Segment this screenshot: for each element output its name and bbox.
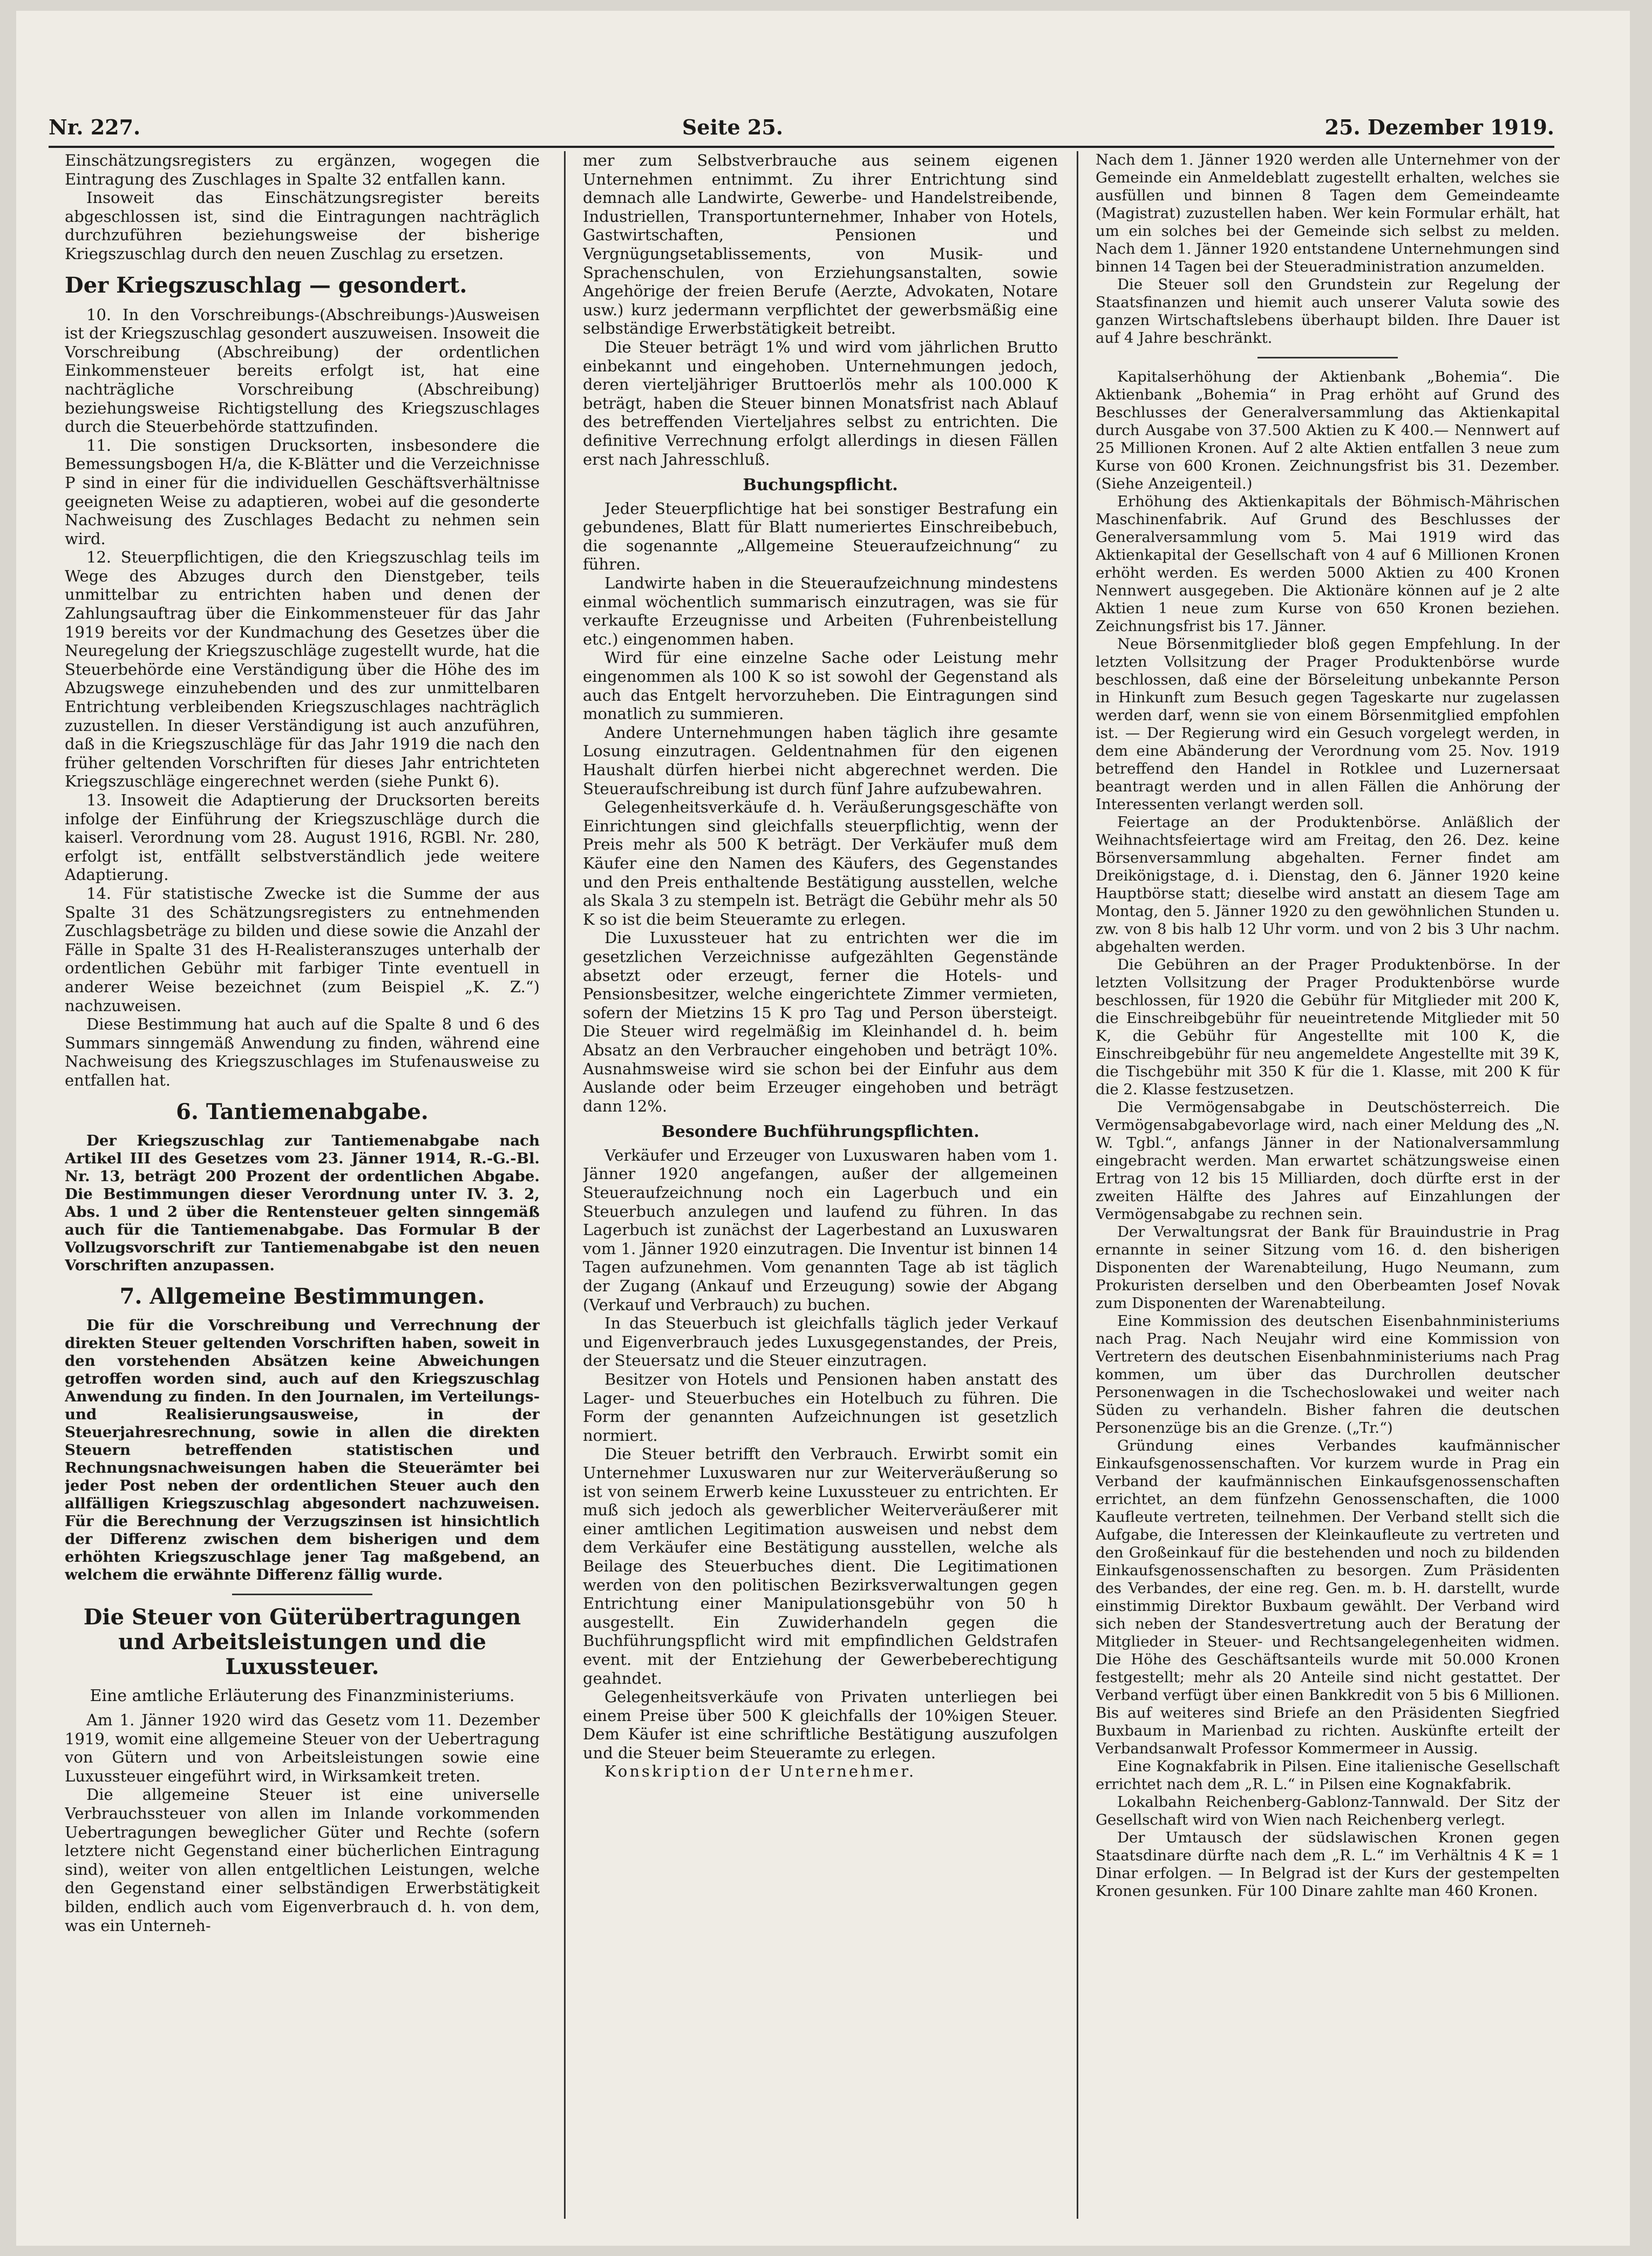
news-item: Eine Kommission des deutschen Eisenbahnministeriums nach Prag. Nach Neujahr wird eine Kommission von Vertretern des deutschen Eisenbahnministeriums nach Prag kommen, um über das Durchrollen deutscher Personenwagen in die Tschechoslowakei und weiter nach Süden zu verhandeln. Bisher fahren die deutschen Personenzüge bis an die Grenze. („Tr.“) bbox=[1096, 1312, 1560, 1437]
paragraph: Der Kriegszuschlag zur Tantiemenabgabe nach Artikel III des Gesetzes vom 23. Jänner 1914, R.-G.-Bl. Nr. 13, beträgt 200 Prozent der ordentlichen Abgabe. Die Bestimmungen dieser Verordnung unter IV. 3. 2, Abs. 1 und 2 über die Rentensteuer gelten sinngemäß auch für die Tantiemenabgabe. Das Formular B der Vollzugsvorschrift zur Tantiemenabgabe ist den neuen Vorschriften anzupassen. bbox=[65, 1132, 540, 1274]
section-heading: 7. Allgemeine Bestimmungen. bbox=[119, 1283, 485, 1309]
news-item: Die Gebühren an der Prager Produktenbörse. In der letzten Vollsitzung der Prager Produktenbörse wurde beschlossen, für 1920 die Gebühr für Mitglieder mit 200 K, die Einschreibgebühr für neueintretende Mitglieder mit 50 K, die Gebühr für Angestellte mit 100 K, die Einschreibgebühr für neu angemeldete Angestellte mit 39 K, die Tischgebühr mit 350 K für die 1. Klasse, mit 200 K für die 2. Klasse festzusetzen. bbox=[1096, 956, 1560, 1098]
paragraph: Diese Bestimmung hat auch auf die Spalte 8 und 6 des Summars sinngemäß Anwendung zu finden, während eine Nachweisung des Kriegszuschlages im Stufenausweise zu entfallen hat. bbox=[65, 1015, 540, 1089]
divider bbox=[232, 1594, 372, 1595]
page-number: Seite 25. bbox=[682, 114, 783, 139]
newspaper-page bbox=[16, 11, 1630, 2246]
news-item: Der Verwaltungsrat der Bank für Brauindustrie in Prag ernannte in seiner Sitzung vom 16. d. den bisherigen Disponenten der Warenabteilung, Hugo Neumann, zum Prokuristen derselben und den Oberbeamten Josef Novak zum Disponenten der Warenabteilung. bbox=[1096, 1223, 1560, 1312]
news-item: Eine Kognakfabrik in Pilsen. Eine italienische Gesellschaft errichtet nach dem „R. L.“ in Pilsen eine Kognakfabrik. bbox=[1096, 1758, 1560, 1793]
paragraph: Insoweit das Einschätzungsregister bereits abgeschlossen ist, sind die Eintragungen nachträglich durchzuführen beziehungsweise der bisherige Kriegszuschlag durch den neuen Zuschlag zu ersetzen. bbox=[65, 188, 540, 263]
paragraph: Die Steuer betrifft den Verbrauch. Erwirbt somit ein Unternehmer Luxuswaren nur zur Weiterveräußerung so ist von seinem Erwerb keine Luxussteuer zu entrichten. Er muß sich jedoch als gewerblicher Weiterveräußerer mit einer amtlichen Legitimation ausweisen und nebst dem dem Verkäufer eine Bestätigung ausstellen, welche als Beilage des Steuerbuches dient. Die Legitimationen werden von den politischen Bezirksverwaltungen gegen Entrichtung einer Manipulationsgebühr von 50 h ausgestellt. Ein Zuwiderhandeln gegen die Buchführungspflicht wird mit empfindlichen Geldstrafen event. mit der Entziehung der Gewerbeberechtigung geahndet. bbox=[583, 1445, 1058, 1688]
news-item: Der Umtausch der südslawischen Kronen gegen Staatsdinare dürfte nach dem „R. L.“ im Verhältnis 4 K = 1 Dinar erfolgen. — In Belgrad ist der Kurs der gestempelten Kronen gesunken. Für 100 Dinare zahlte man 460 Kronen. bbox=[1096, 1829, 1560, 1900]
column-left bbox=[65, 151, 540, 2219]
paragraph: 13. Insoweit die Adaptierung der Drucksorten bereits infolge der Einführung der Kriegszuschläge durch die kaiserl. Verordnung vom 28. August 1916, RGBl. Nr. 280, erfolgt ist, entfällt selbstverständlich jede weitere Adaptierung. bbox=[65, 791, 540, 884]
news-item: Lokalbahn Reichenberg-Gablonz-Tannwald. Der Sitz der Gesellschaft wird von Wien nach Reichenberg verlegt. bbox=[1096, 1793, 1560, 1828]
paragraph: Gelegenheitsverkäufe d. h. Veräußerungsgeschäfte von Einrichtungen sind gleichfalls steuerpflichtig, wenn der Preis mehr als 500 K beträgt. Der Verkäufer muß dem Käufer eine den Namen des Käufers, des Gegenstandes und den Preis enthaltende Bestätigung ausstellen, welche als Skala 3 zu stempeln ist. Beträgt die Gebühr mehr als 50 K so ist die beim Steueramte zu erlegen. bbox=[583, 798, 1058, 929]
paragraph: Einschätzungsregisters zu ergänzen, wogegen die Eintragung des Zuschlages in Spalte 32 entfallen kann. bbox=[65, 151, 540, 188]
column-rule bbox=[564, 151, 566, 2219]
page-header bbox=[49, 108, 1554, 148]
paragraph: Andere Unternehmungen haben täglich ihre gesamte Losung einzutragen. Geldentnahmen für den eigenen Haushalt dürfen hierbei nicht abgerechnet werden. Die Steueraufschreibung ist durch fünf Jahre aufzubewahren. bbox=[583, 723, 1058, 798]
issue-number: Nr. 227. bbox=[49, 114, 141, 139]
paragraph: Die für die Vorschreibung und Verrechnung der direkten Steuer geltenden Vorschriften haben, soweit in den vorstehenden Absätzen keine Abweichungen getroffen worden sind, auch auf den Kriegszuschlag Anwendung zu finden. In den Journalen, im Verteilungs- und Realisierungsausweise, in der Steuerjahresrechnung, sowie in allen die direkten Steuern betreffenden statistischen und Rechnungsnachweisungen haben die Steuerämter bei jeder Post neben der ordentlichen Steuer auch den allfälligen Kriegszuschlag abgesondert nachzuweisen. Für die Berechnung der Verzugszinsen ist hinsichtlich der Differenz zwischen dem bisherigen und dem erhöhten Kriegszuschlage jener Tag maßgebend, an welchem die erwähnte Differenz fällig wurde. bbox=[65, 1316, 540, 1583]
paragraph: Landwirte haben in die Steueraufzeichnung mindestens einmal wöchentlich summarisch einzutragen, was sie für verkaufte Erzeugnisse und Arbeiten (Fuhrenbeistellung etc.) eingenommen haben. bbox=[583, 574, 1058, 648]
section-heading: Buchungspflicht. bbox=[743, 476, 898, 495]
news-item: Die Vermögensabgabe in Deutschösterreich. Die Vermögensabgabevorlage wird, nach einer Meldung des „N. W. Tgbl.“, anfangs Jänner in der Nationalversammlung eingebracht werden. Man erwartet schätzungsweise einen Ertrag von 12 bis 15 Milliarden, doch dürfte erst in der zweiten Hälfte des Jahres auf Einzahlungen der Vermögensabgabe zu rechnen sein. bbox=[1096, 1099, 1560, 1223]
paragraph: Konskription der Unternehmer. bbox=[604, 1762, 916, 1781]
section-heading: Der Kriegszuschlag — gesondert. bbox=[65, 272, 467, 298]
issue-date: 25. Dezember 1919. bbox=[1324, 114, 1554, 139]
paragraph: Jeder Steuerpflichtige hat bei sonstiger Bestrafung ein gebundenes, Blatt für Blatt numeriertes Einschreibebuch, die sogenannte „Allgemeine Steueraufzeichnung“ zu führen. bbox=[583, 499, 1058, 574]
paragraph: 10. In den Vorschreibungs-(Abschreibungs-)Ausweisen ist der Kriegszuschlag gesondert auszuweisen. Insoweit die Vorschreibung (Abschreibung) der ordentlichen Einkommensteuer bereits erfolgt ist, hat eine nachträgliche Vorschreibung (Abschreibung) beziehungsweise Richtigstellung des Kriegszuschlages durch die Steuerbehörde stattzufinden. bbox=[65, 305, 540, 436]
paragraph: In das Steuerbuch ist gleichfalls täglich jeder Verkauf und Eigenverbrauch jedes Luxusgegenstandes, der Preis, der Steuersatz und die Steuer einzutragen. bbox=[583, 1314, 1058, 1370]
paragraph: 12. Steuerpflichtigen, die den Kriegszuschlag teils im Wege des Abzuges durch den Dienstgeber, teils unmittelbar zu entrichten haben und denen der Zahlungsauftrag über die Einkommensteuer für das Jahr 1919 bereits vor der Kundmachung des Gesetzes über die Neuregelung der Kriegszuschläge zugestellt wurde, hat die Steuerbehörde eine Verständigung über die Höhe des im Abzugswege einzuhebenden und des zur unmittelbaren Entrichtung verbleibenden Kriegszuschlages nachträglich zuzustellen. In dieser Verständigung ist auch anzuführen, daß in die Kriegszuschläge für das Jahr 1919 die nach den früher geltenden Vorschriften für dieses Jahr entrichteten Kriegszuschläge eingerechnet werden (siehe Punkt 6). bbox=[65, 548, 540, 791]
paragraph: Gelegenheitsverkäufe von Privaten unterliegen bei einem Preise über 500 K gleichfalls der 10%igen Steuer. Dem Käufer ist eine schriftliche Bestätigung auszufolgen und die Steuer beim Steueramte zu erlegen. bbox=[583, 1688, 1058, 1762]
paragraph: Nach dem 1. Jänner 1920 werden alle Unternehmer von der Gemeinde ein Anmeldeblatt zugestellt erhalten, welches sie ausfüllen und binnen 8 Tagen dem Gemeindeamte (Magistrat) zuzustellen haben. Wer kein Formular erhält, hat um ein solches bei der Gemeinde sich selbst zu melden. Nach dem 1. Jänner 1920 entstandene Unternehmungen sind binnen 14 Tagen bei der Steueradministration anzumelden. bbox=[1096, 151, 1560, 275]
paragraph: 14. Für statistische Zwecke ist die Summe der aus Spalte 31 des Schätzungsregisters zu entnehmenden Zuschlagsbeträge zu bilden und diese sowie die Anzahl der Fälle in Spalte 31 des H-Realisteranszuges unterhalb der ordentlichen Gebühr mit farbiger Tinte eventuell in anderer Weise bezeichnet (zum Beispiel „K. Z.“) nachzuweisen. bbox=[65, 884, 540, 1015]
column-right bbox=[1096, 151, 1560, 2219]
paragraph: Verkäufer und Erzeuger von Luxuswaren haben vom 1. Jänner 1920 angefangen, außer der allgemeinen Steueraufzeichnung noch ein Lagerbuch und ein Steuerbuch anzulegen und laufend zu führen. In das Lagerbuch ist zunächst der Lagerbestand an Luxuswaren vom 1. Jänner 1920 einzutragen. Die Inventur ist binnen 14 Tagen aufzunehmen. Vom genannten Tage ab ist täglich der Zugang (Ankauf und Erzeugung) sowie der Abgang (Verkauf und Verbrauch) zu buchen. bbox=[583, 1146, 1058, 1314]
paragraph: Die Luxussteuer hat zu entrichten wer die im gesetzlichen Verzeichnisse aufgezählten Gegenstände absetzt oder erzeugt, ferner die Hotels- und Pensionsbesitzer, welche eingerichtete Zimmer vermieten, sofern der Mietzins 15 K pro Tag und Person übersteigt. Die Steuer wird regelmäßig im Kleinhandel d. h. beim Absatz an den Verbraucher eingehoben und beträgt 10%. Ausnahmsweise wird sie schon bei der Einfuhr aus dem Auslande oder beim Erzeuger eingehoben und beträgt dann 12%. bbox=[583, 929, 1058, 1115]
news-item: Feiertage an der Produktenbörse. Anläßlich der Weihnachtsfeiertage wird am Freitag, den 26. Dez. keine Börsenversammlung abgehalten. Ferner findet am Dreikönigstage, d. i. Dienstag, den 6. Jänner 1920 keine Hauptbörse statt; dieselbe wird anstatt an diesem Tage am Montag, den 5. Jänner 1920 zu den gewöhnlichen Stunden u. zw. von 8 bis halb 12 Uhr vorm. und von 2 bis 3 Uhr nachm. abgehalten werden. bbox=[1096, 814, 1560, 956]
paragraph: 11. Die sonstigen Drucksorten, insbesondere die Bemessungsbogen H/a, die K-Blätter und die Verzeichnisse P sind in einer für die individuellen Geschäftsverhältnisse geeigneten Weise zu adaptieren, wobei auf die gesonderte Nachweisung des Zuschlages Bedacht zu nehmen sein wird. bbox=[65, 436, 540, 548]
news-item: Erhöhung des Aktienkapitals der Böhmisch-Mährischen Maschinenfabrik. Auf Grund des Beschlusses der Generalversammlung vom 5. Mai 1919 wird das Aktienkapital der Gesellschaft von 4 auf 6 Millionen Kronen erhöht werden. Es werden 5000 Aktien zu 400 Kronen Nennwert ausgegeben. Die Aktionäre können auf je 2 alte Aktien 1 neue zum Kurse von 650 Kronen beziehen. Zeichnungsfrist bis 17. Jänner. bbox=[1096, 493, 1560, 635]
section-heading: Besondere Buchführungspflichten. bbox=[661, 1122, 980, 1142]
news-item: Gründung eines Verbandes kaufmännischer Einkaufsgenossenschaften. Vor kurzem wurde in Prag ein Verband der kaufmännischen Einkaufsgenossenschaften errichtet, an dem fünfzehn Genossenschaften, die 1000 Kaufleute vertreten, teilnehmen. Der Verband stellt sich die Aufgabe, die Interessen der Kleinkaufleute zu vertreten und den Großeinkauf für die bestehenden und noch zu bildenden Einkaufsgenossenschaften zu besorgen. Zum Präsidenten des Verbandes, der eine reg. Gen. m. b. H. darstellt, wurde einstimmig Direktor Buxbaum gewählt. Der Verband wird sich neben der Standesvertretung auch der Beratung der Mitglieder in Steuer- und Rechtsangelegenheiten widmen. Die Höhe des Geschäftsanteils wurde mit 50.000 Kronen festgestellt; mehr als 20 Anteile sind nicht gestattet. Der Verband verfügt über einen Bankkredit von 5 bis 6 Millionen. Bis auf weiteres sind Briefe an den Präsidenten Siegfried Buxbaum in Marienbad zu richten. Auskünfte erteilt der Verbandsanwalt Professor Kommermeer in Aussig. bbox=[1096, 1437, 1560, 1757]
paragraph: Die Steuer beträgt 1% und wird vom jährlichen Brutto einbekannt und eingehoben. Unternehmungen jedoch, deren vierteljähriger Bruttoerlös mehr als 100.000 K beträgt, haben die Steuer binnen Monatsfrist nach Ablauf des betreffenden Vierteljahres selbst zu entrichten. Die definitive Verrechnung erfolgt allerdings in diesen Fällen erst nach Jahresschluß. bbox=[583, 337, 1058, 469]
news-item: Kapitalserhöhung der Aktienbank „Bohemia“. Die Aktienbank „Bohemia“ in Prag erhöht auf Grund des Beschlusses der Generalversammlung das Aktienkapital durch Ausgabe von 37.500 Aktien zu K 400.— Nennwert auf 25 Millionen Kronen. Auf 2 alte Aktien entfallen 3 neue zum Kurse von 600 Kronen. Zeichnungsfrist bis 31. Dezember. (Siehe Anzeigenteil.) bbox=[1096, 368, 1560, 492]
paragraph: Die Steuer soll den Grundstein zur Regelung der Staatsfinanzen und hiemit auch unserer Valuta sowie des ganzen Wirtschaftslebens überhaupt bilden. Ihre Dauer ist auf 4 Jahre beschränkt. bbox=[1096, 276, 1560, 347]
news-item: Neue Börsenmitglieder bloß gegen Empfehlung. In der letzten Vollsitzung der Prager Produktenbörse wurde beschlossen, daß eine der Börseleitung unbekannte Person in Hinkunft zum Besuch gegen Tageskarte nur zugelassen werden darf, wenn sie von einem Börsenmitglied empfohlen ist. — Der Regierung wird ein Gesuch vorgelegt werden, in dem eine Abänderung der Verordnung vom 25. Nov. 1919 betreffend den Handel in Rotklee und Luzernersaat beantragt werden und in allen Fällen die Anhörung der Interessenten verlangt werden soll. bbox=[1096, 635, 1560, 813]
paragraph: Am 1. Jänner 1920 wird das Gesetz vom 11. Dezember 1919, womit eine allgemeine Steuer von der Uebertragung von Gütern und von Arbeitsleistungen sowie eine Luxussteuer eingeführt wird, in Wirksamkeit treten. bbox=[65, 1711, 540, 1785]
paragraph: mer zum Selbstverbrauche aus seinem eigenen Unternehmen entnimmt. Zu ihrer Entrichtung sind demnach alle Landwirte, Gewerbe- und Handelstreibende, Industriellen, Transportunternehmer, Inhaber von Hotels, Gastwirtschaften, Pensionen und Vergnügungsetablissements, von Musik- und Sprachenschulen, von Erziehungsanstalten, sowie Angehörige der freien Berufe (Aerzte, Advokaten, Notare usw.) kurz jedermann verpflichtet der gewerbsmäßig eine selbständige Erwerbstätigkeit betreibt. bbox=[583, 151, 1058, 338]
article-headline: Die Steuer von Güterübertragungen und Arbeitsleistungen und die Luxussteuer. bbox=[83, 1604, 521, 1679]
column-middle bbox=[583, 151, 1058, 2219]
divider bbox=[1257, 357, 1398, 358]
section-heading: 6. Tantiemenabgabe. bbox=[176, 1099, 429, 1124]
column-rule bbox=[1077, 151, 1078, 2219]
article-subheadline: Eine amtliche Erläuterung des Finanzministeriums. bbox=[90, 1686, 515, 1705]
paragraph: Die allgemeine Steuer ist eine universelle Verbrauchssteuer von allen im Inlande vorkommenden Uebertragungen beweglicher Güter und Rechte (sofern letztere nicht Gegenstand einer bücherlichen Eintragung sind), weiter von allen entgeltlichen Leistungen, welche den Gegenstand einer selbständigen Erwerbstätigkeit bilden, endlich auch vom Eigenverbrauch d. h. von dem, was ein Unterneh- bbox=[65, 1785, 540, 1935]
paragraph: Besitzer von Hotels und Pensionen haben anstatt des Lager- und Steuerbuches ein Hotelbuch zu führen. Die Form der genannten Aufzeichnungen ist gesetzlich normiert. bbox=[583, 1370, 1058, 1445]
paragraph: Wird für eine einzelne Sache oder Leistung mehr eingenommen als 100 K so ist sowohl der Gegenstand als auch das Entgelt hervorzuheben. Die Eintragungen sind monatlich zu summieren. bbox=[583, 648, 1058, 723]
